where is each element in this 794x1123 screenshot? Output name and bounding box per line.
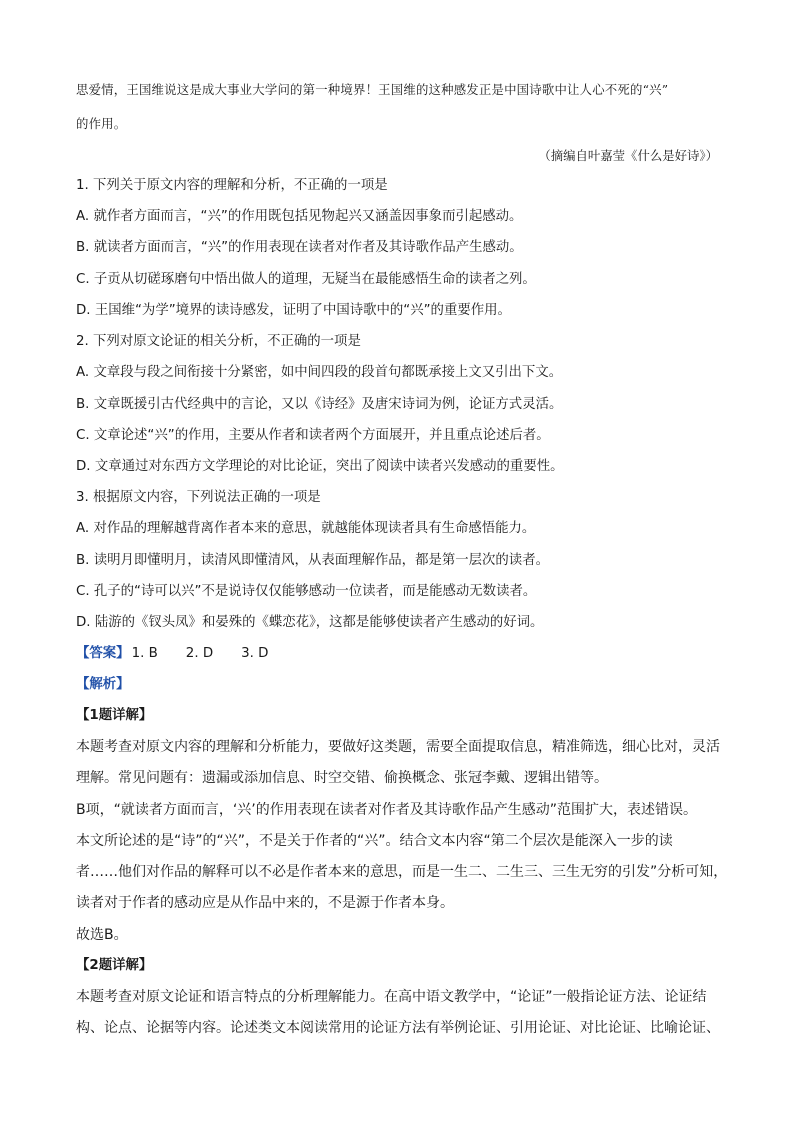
analysis-1-conclusion: 故选B。 (76, 927, 128, 943)
answer-3: 3. D (241, 646, 269, 661)
question-3-option-a: A. 对作品的理解越背离作者本来的意思，就越能体现读者具有生命感悟能力。 (76, 521, 536, 536)
answer-1: 1. B (131, 646, 158, 661)
analysis-heading-1: 【1题详解】 (76, 708, 153, 723)
analysis-heading-2: 【2题详解】 (76, 958, 153, 973)
question-2-option-c: C. 文章论述“兴”的作用，主要从作者和读者两个方面展开，并且重点论述后者。 (76, 428, 550, 443)
answer-line (76, 644, 268, 664)
question-1-option-a: A. 就作者方面而言，“兴”的作用既包括见物起兴又涵盖因事象而引起感动。 (76, 209, 523, 224)
question-2-stem: 2. 下列对原文论证的相关分析，不正确的一项是 (76, 334, 361, 349)
question-2-option-b: B. 文章既援引古代经典中的言论，又以《诗经》及唐宋诗词为例，论证方式灵活。 (76, 397, 563, 412)
answer-2: 2. D (185, 646, 214, 661)
question-1-option-d: D. 王国维“为学”境界的读诗感发，证明了中国诗歌中的“兴”的重要作用。 (76, 303, 511, 318)
analysis-1-para-1-line-2: 理解。常见问题有：遗漏或添加信息、时空交错、偷换概念、张冠李戴、逻辑出错等。 (76, 770, 608, 786)
analysis-1-para-1-line-1: 本题考查对原文内容的理解和分析能力，要做好这类题，需要全面提取信息，精准筛选，细心比对，灵活 (76, 739, 720, 755)
intro-line-1: 思爱情，王国维说这是成大事业大学问的第一种境界！王国维的这种感发正是中国诗歌中让人心不死的“兴” (76, 82, 669, 97)
question-2-option-a: A. 文章段与段之间衔接十分紧密，如中间四段的段首句都既承接上文又引出下文。 (76, 365, 563, 380)
analysis-tag: 【解析】 (76, 677, 130, 692)
question-3-stem: 3. 根据原文内容，下列说法正确的一项是 (76, 490, 321, 505)
analysis-1-para-2-line-3: 者……他们对作品的解释可以不必是作者本来的意思，而是一生二、二生三、三生无穷的引发”分析可知， (76, 864, 728, 880)
analysis-2-para-1-line-1: 本题考查对原文论证和语言特点的分析理解能力。在高中语文教学中，“论证”一般指论证方法、论证结 (76, 989, 707, 1005)
answer-tag: 【答案】 (76, 646, 130, 661)
source-citation: （摘编自叶嘉莹《什么是好诗》） (538, 148, 718, 163)
question-3-option-c: C. 孔子的“诗可以兴”不是说诗仅仅能够感动一位读者，而是能感动无数读者。 (76, 584, 537, 599)
analysis-1-para-2-line-2: 本文所论述的是“诗”的“兴”，不是关于作者的“兴”。结合文本内容“第二个层次是能深入一步的读 (76, 833, 673, 849)
question-1-stem: 1. 下列关于原文内容的理解和分析，不正确的一项是 (76, 178, 388, 193)
question-2-option-d: D. 文章通过对东西方文学理论的对比论证，突出了阅读中读者兴发感动的重要性。 (76, 459, 564, 474)
analysis-1-para-2-line-1: B项，“就读者方面而言，‘兴’的作用表现在读者对作者及其诗歌作品产生感动”范围扩大，表述错误。 (76, 802, 698, 818)
question-1-option-c: C. 子贡从切磋琢磨句中悟出做人的道理，无疑当在最能感悟生命的读者之列。 (76, 272, 536, 287)
analysis-1-para-2-line-4: 读者对于作者的感动应是从作品中来的，不是源于作者本身。 (76, 895, 454, 911)
analysis-tag-line (76, 675, 130, 695)
intro-line-2: 的作用。 (76, 116, 127, 131)
analysis-2-para-1-line-2: 构、论点、论据等内容。论述类文本阅读常用的论证方法有举例论证、引用论证、对比论证、比喻论证、 (76, 1020, 720, 1036)
question-1-option-b: B. 就读者方面而言，“兴”的作用表现在读者对作者及其诗歌作品产生感动。 (76, 240, 523, 255)
question-3-option-b: B. 读明月即懂明月，读清风即懂清风，从表面理解作品，都是第一层次的读者。 (76, 553, 549, 568)
question-3-option-d: D. 陆游的《钗头凤》和晏殊的《蝶恋花》，这都是能够使读者产生感动的好词。 (76, 615, 544, 630)
